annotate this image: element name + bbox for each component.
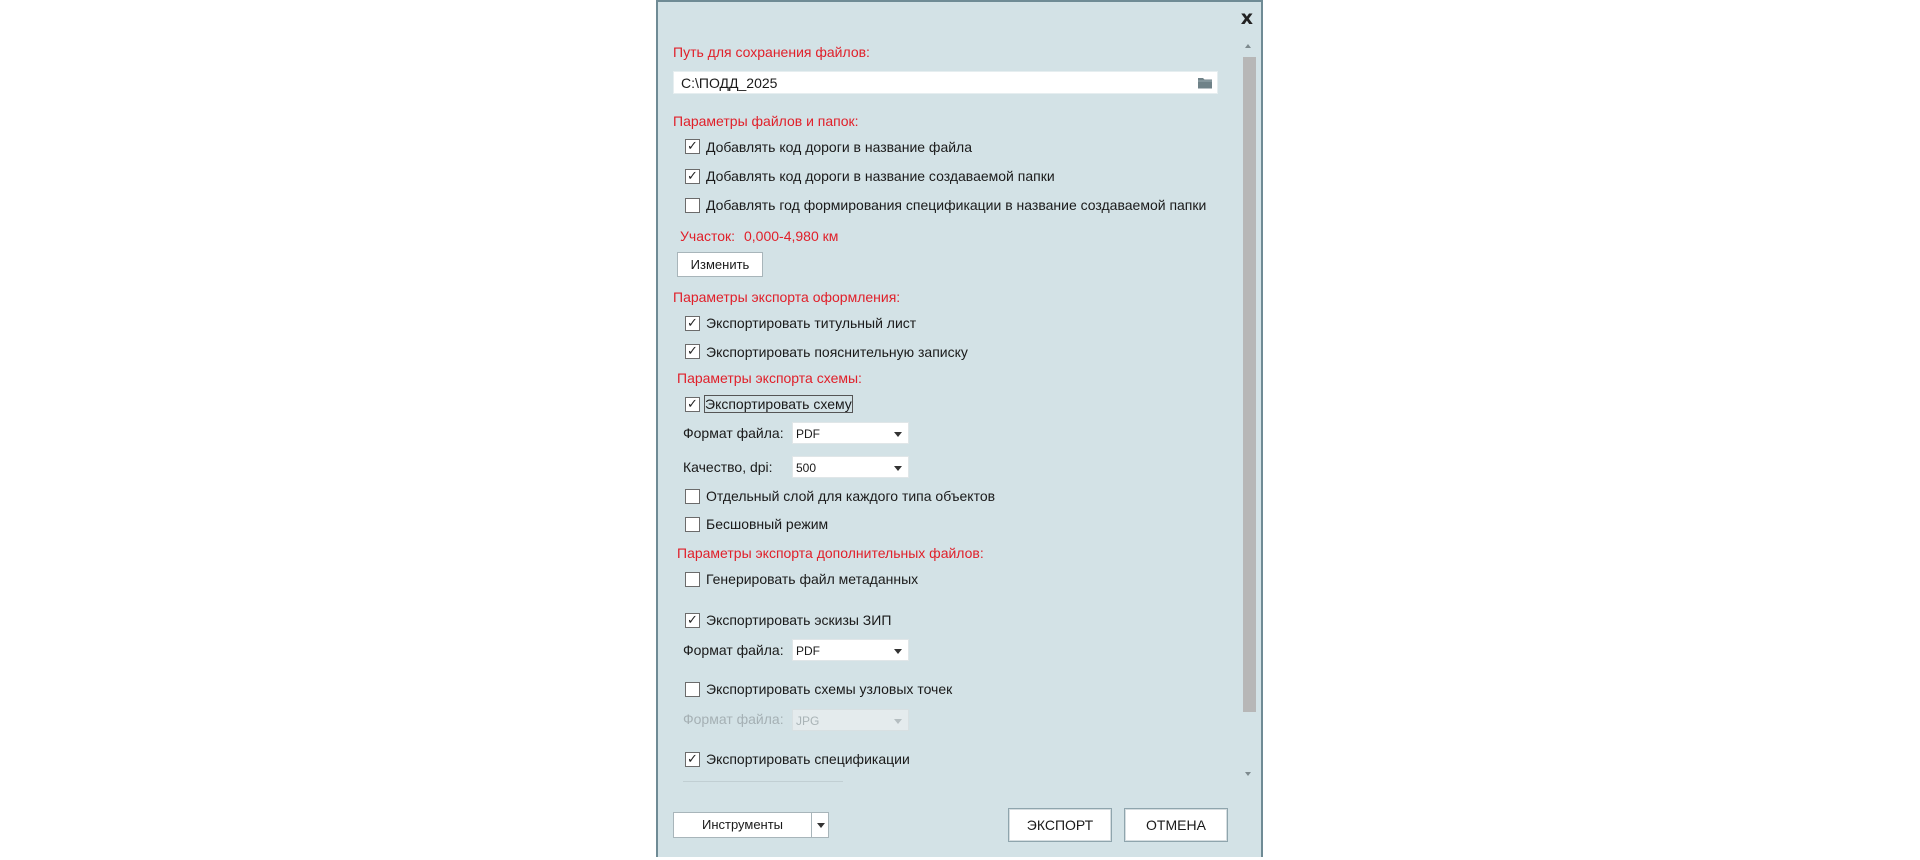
quality-value: 500: [796, 461, 817, 475]
checkbox-year-folder[interactable]: [685, 198, 700, 213]
scrollbar-thumb[interactable]: [1243, 57, 1256, 712]
dialog-footer: [658, 787, 1261, 857]
scheme-export-heading: Параметры экспорта схемы:: [677, 370, 862, 386]
quality-label: Качество, dpi:: [683, 459, 773, 475]
chevron-down-icon: [894, 649, 902, 654]
label-separate-layer: Отдельный слой для каждого типа объектов: [706, 488, 996, 504]
chevron-down-icon: [817, 823, 825, 828]
checkbox-title-page[interactable]: ✓: [685, 316, 700, 331]
files-folders-heading: Параметры файлов и папок:: [673, 113, 859, 129]
label-export-scheme: Экспортировать схему: [705, 396, 852, 412]
scheme-format-value: PDF: [796, 427, 820, 441]
label-seamless: Бесшовный режим: [706, 516, 829, 532]
change-range-button[interactable]: Изменить: [677, 252, 763, 277]
checkbox-road-code-folder[interactable]: ✓: [685, 169, 700, 184]
checkbox-metadata[interactable]: [685, 572, 700, 587]
label-specifications: Экспортировать спецификации: [706, 751, 910, 767]
save-path-value: C:\ПОДД_2025: [681, 75, 778, 91]
label-node-schemes: Экспортировать схемы узловых точек: [706, 681, 953, 697]
chevron-down-icon: [894, 466, 902, 471]
save-path-heading: Путь для сохранения файлов:: [673, 44, 870, 60]
dialog-content: [658, 2, 1238, 787]
zip-format-select[interactable]: [792, 639, 909, 661]
cutoff-divider: [683, 781, 843, 782]
label-year-folder: Добавлять год формирования спецификации в название создаваемой папки: [706, 197, 1207, 213]
tools-button[interactable]: Инструменты: [673, 812, 812, 838]
checkbox-seamless[interactable]: [685, 517, 700, 532]
close-icon[interactable]: x: [1240, 7, 1253, 29]
label-title-page: Экспортировать титульный лист: [706, 315, 917, 331]
node-format-value: JPG: [796, 714, 820, 728]
node-format-label: Формат файла:: [683, 711, 784, 727]
zip-format-value: PDF: [796, 644, 820, 658]
save-path-input[interactable]: [673, 71, 1218, 94]
checkbox-separate-layer[interactable]: [685, 489, 700, 504]
checkbox-export-scheme[interactable]: ✓: [685, 397, 700, 412]
label-metadata: Генерировать файл метаданных: [706, 571, 919, 587]
checkbox-specifications[interactable]: ✓: [685, 752, 700, 767]
label-road-code-file: Добавлять код дороги в название файла: [706, 139, 973, 155]
folder-icon[interactable]: [1197, 76, 1213, 90]
chevron-down-icon: [894, 432, 902, 437]
checkbox-node-schemes[interactable]: [685, 682, 700, 697]
quality-select[interactable]: [792, 456, 909, 478]
scroll-down-icon[interactable]: [1245, 772, 1251, 776]
extra-export-heading: Параметры экспорта дополнительных файлов:: [677, 545, 984, 561]
label-road-code-folder: Добавлять код дороги в название создаваемой папки: [706, 168, 1055, 184]
scroll-up-icon[interactable]: [1245, 44, 1251, 48]
label-explanatory-note: Экспортировать пояснительную записку: [706, 344, 968, 360]
zip-format-label: Формат файла:: [683, 642, 784, 658]
checkbox-zip-sketches[interactable]: ✓: [685, 613, 700, 628]
export-button[interactable]: ЭКСПОРТ: [1008, 808, 1112, 842]
chevron-down-icon: [894, 719, 902, 724]
scheme-format-select[interactable]: [792, 422, 909, 444]
export-dialog: [656, 0, 1263, 857]
tools-dropdown-button[interactable]: [811, 812, 829, 838]
node-format-select: [792, 709, 909, 731]
section-range-value: 0,000-4,980 км: [744, 228, 839, 244]
checkbox-explanatory-note[interactable]: ✓: [685, 344, 700, 359]
checkbox-road-code-file[interactable]: ✓: [685, 139, 700, 154]
section-range-label: Участок:: [680, 228, 736, 244]
label-zip-sketches: Экспортировать эскизы ЗИП: [706, 612, 892, 628]
cancel-button[interactable]: ОТМЕНА: [1124, 808, 1228, 842]
vertical-scrollbar[interactable]: [1242, 42, 1256, 778]
design-export-heading: Параметры экспорта оформления:: [673, 289, 901, 305]
scheme-format-label: Формат файла:: [683, 425, 784, 441]
